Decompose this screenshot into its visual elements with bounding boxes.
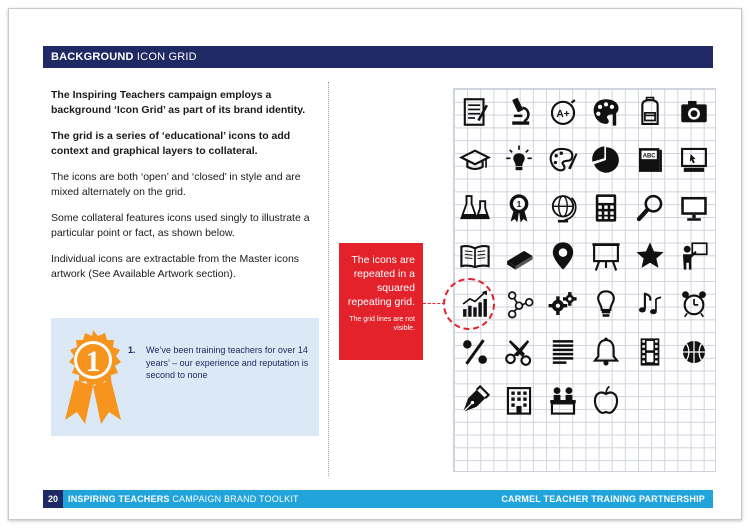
abc-book-icon — [633, 143, 667, 177]
callout-connector — [423, 303, 445, 304]
svg-text:A+: A+ — [555, 109, 570, 121]
footer-title — [68, 490, 299, 508]
alarm-clock-icon — [677, 287, 711, 321]
callout-note-text: The grid lines are not visible. — [349, 316, 415, 332]
music-note-icon — [633, 287, 667, 321]
document-icon — [458, 95, 492, 129]
microscope-icon — [502, 95, 536, 129]
section-header-rest: ICON GRID — [133, 51, 197, 63]
callout-main-text: The icons are repeated in a squared repeating grid. — [347, 254, 415, 308]
section-header-bold: BACKGROUND — [51, 51, 134, 63]
paragraph-single-use: Some collateral features icons used singly to illustrate a particular point or fact, as shown below. — [51, 212, 310, 239]
star-icon — [633, 239, 667, 273]
callout-box — [339, 243, 423, 360]
lightbulb-icon — [589, 287, 623, 321]
footer-title-bold: INSPIRING TEACHERS — [68, 494, 170, 504]
backpack-icon — [633, 95, 667, 129]
award-list-number: 1. — [128, 345, 136, 355]
page-number: 20 — [43, 490, 63, 508]
gears-icon — [546, 287, 580, 321]
basketball-icon — [677, 335, 711, 369]
paragraph-grid-purpose: The grid is a series of ‘educational’ icons to add context and graphical layers to collateral. — [51, 130, 291, 157]
network-icon — [502, 287, 536, 321]
paragraph-intro: The Inspiring Teachers campaign employs a background ‘Icon Grid’ as part of its brand identity. — [51, 89, 306, 116]
film-strip-icon — [633, 335, 667, 369]
lightbulb-rays-icon — [502, 143, 536, 177]
apple-icon — [589, 383, 623, 417]
open-book-icon — [458, 239, 492, 273]
section-header — [43, 46, 713, 68]
paint-palette-icon — [546, 143, 580, 177]
computer-monitor-icon — [677, 143, 711, 177]
award-ribbon-small-icon — [502, 191, 536, 225]
paragraph-style: The icons are both ‘open’ and ‘closed’ in style and are mixed alternately on the grid. — [51, 171, 301, 198]
flasks-icon — [458, 191, 492, 225]
bell-icon — [589, 335, 623, 369]
monitor-icon — [677, 191, 711, 225]
building-icon — [502, 383, 536, 417]
calculator-icon — [589, 191, 623, 225]
body-text — [51, 88, 319, 293]
column-divider — [328, 82, 329, 476]
teacher-board-icon — [677, 239, 711, 273]
camera-icon — [677, 95, 711, 129]
magnifier-icon — [633, 191, 667, 225]
location-pin-icon — [546, 239, 580, 273]
closed-book-icon — [502, 239, 536, 273]
award-ribbon-icon — [61, 328, 125, 426]
scissors-icon — [502, 335, 536, 369]
svg-text:1: 1 — [516, 199, 522, 210]
award-example-box — [51, 318, 319, 436]
easel-icon — [589, 239, 623, 273]
text-lines-icon — [546, 335, 580, 369]
pie-chart-icon — [589, 143, 623, 177]
highlight-circle — [443, 278, 495, 330]
page-footer — [43, 490, 713, 508]
paragraph-artwork: Individual icons are extractable from the Master icons artwork (See Available Artwork section). — [51, 253, 300, 280]
percent-icon — [458, 335, 492, 369]
classroom-icon — [546, 383, 580, 417]
svg-text:ABC: ABC — [642, 153, 656, 160]
footer-organisation: CARMEL TEACHER TRAINING PARTNERSHIP — [501, 494, 705, 504]
pen-nib-icon — [458, 383, 492, 417]
graduation-cap-icon — [458, 143, 492, 177]
palette-icon — [589, 95, 623, 129]
award-statement: We’ve been training teachers for over 14 years’ – our experience and reputation is second to none — [146, 345, 309, 380]
icon-grid — [453, 88, 716, 472]
globe-icon — [546, 191, 580, 225]
award-ribbon-number: 1 — [85, 345, 101, 378]
a-plus-icon — [546, 95, 580, 129]
footer-title-rest: CAMPAIGN BRAND TOOLKIT — [169, 494, 299, 504]
